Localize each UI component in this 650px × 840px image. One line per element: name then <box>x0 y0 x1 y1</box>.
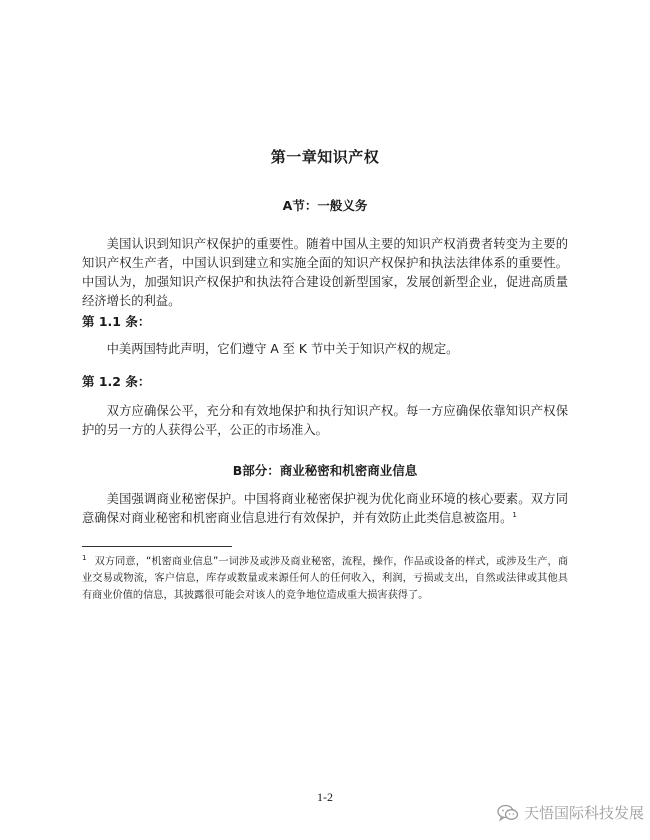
section-b-text: 美国强调商业秘密保护。中国将商业秘密保护视为优化商业环境的核心要素。双方同意确保对商业秘密和机密商业信息进行有效保护，并有效防止此类信息被盗用。 <box>82 492 568 525</box>
wechat-icon <box>497 804 519 822</box>
footnote-text: 双方同意，“机密商业信息”一词涉及或涉及商业秘密，流程，操作，作品或设备的样式，或涉及生产，商业交易或物流，客户信息，库存或数量或来源任何人的任何收入，利润，亏损或支出，自然或法律或其他具有商业价值的信息，其披露很可能会对该人的竞争地位造成重大损害获得了。 <box>82 556 568 602</box>
chapter-title: 第一章知识产权 <box>270 148 380 166</box>
section-b-heading: B部分：商业秘密和机密商业信息 <box>232 463 418 478</box>
section-b-paragraph <box>82 490 568 528</box>
footnote-reference: 1 <box>512 510 517 519</box>
article-1-2-paragraph: 双方应确保公平，充分和有效地保护和执行知识产权。每一方应确保依靠知识产权保护的另一方的人获得公平，公正的市场准入。 <box>82 404 568 437</box>
article-1-1-paragraph: 中美两国特此声明，它们遵守 A 至 K 节中关于知识产权的规定。 <box>106 342 459 356</box>
section-a-heading: A节：一般义务 <box>282 198 368 213</box>
article-1-2-heading: 第 1.2 条： <box>82 374 151 389</box>
page-number: 1-2 <box>317 790 333 804</box>
section-a-paragraph: 美国认识到知识产权保护的重要性。随着中国从主要的知识产权消费者转变为主要的知识产权生产者，中国认识到建立和实施全面的知识产权保护和执法法律体系的重要性。中国认为，加强知识产权保护和执法符合建设创新型国家，发展创新型企业，促进高质量经济增长的利益。 <box>82 237 568 308</box>
watermark-text: 天悟国际科技发展 <box>524 804 645 822</box>
footnote-divider <box>82 546 232 547</box>
footnote <box>82 550 568 604</box>
footnote-mark: 1 <box>82 554 87 562</box>
watermark <box>497 802 644 823</box>
article-1-1-heading: 第 1.1 条： <box>82 314 151 329</box>
